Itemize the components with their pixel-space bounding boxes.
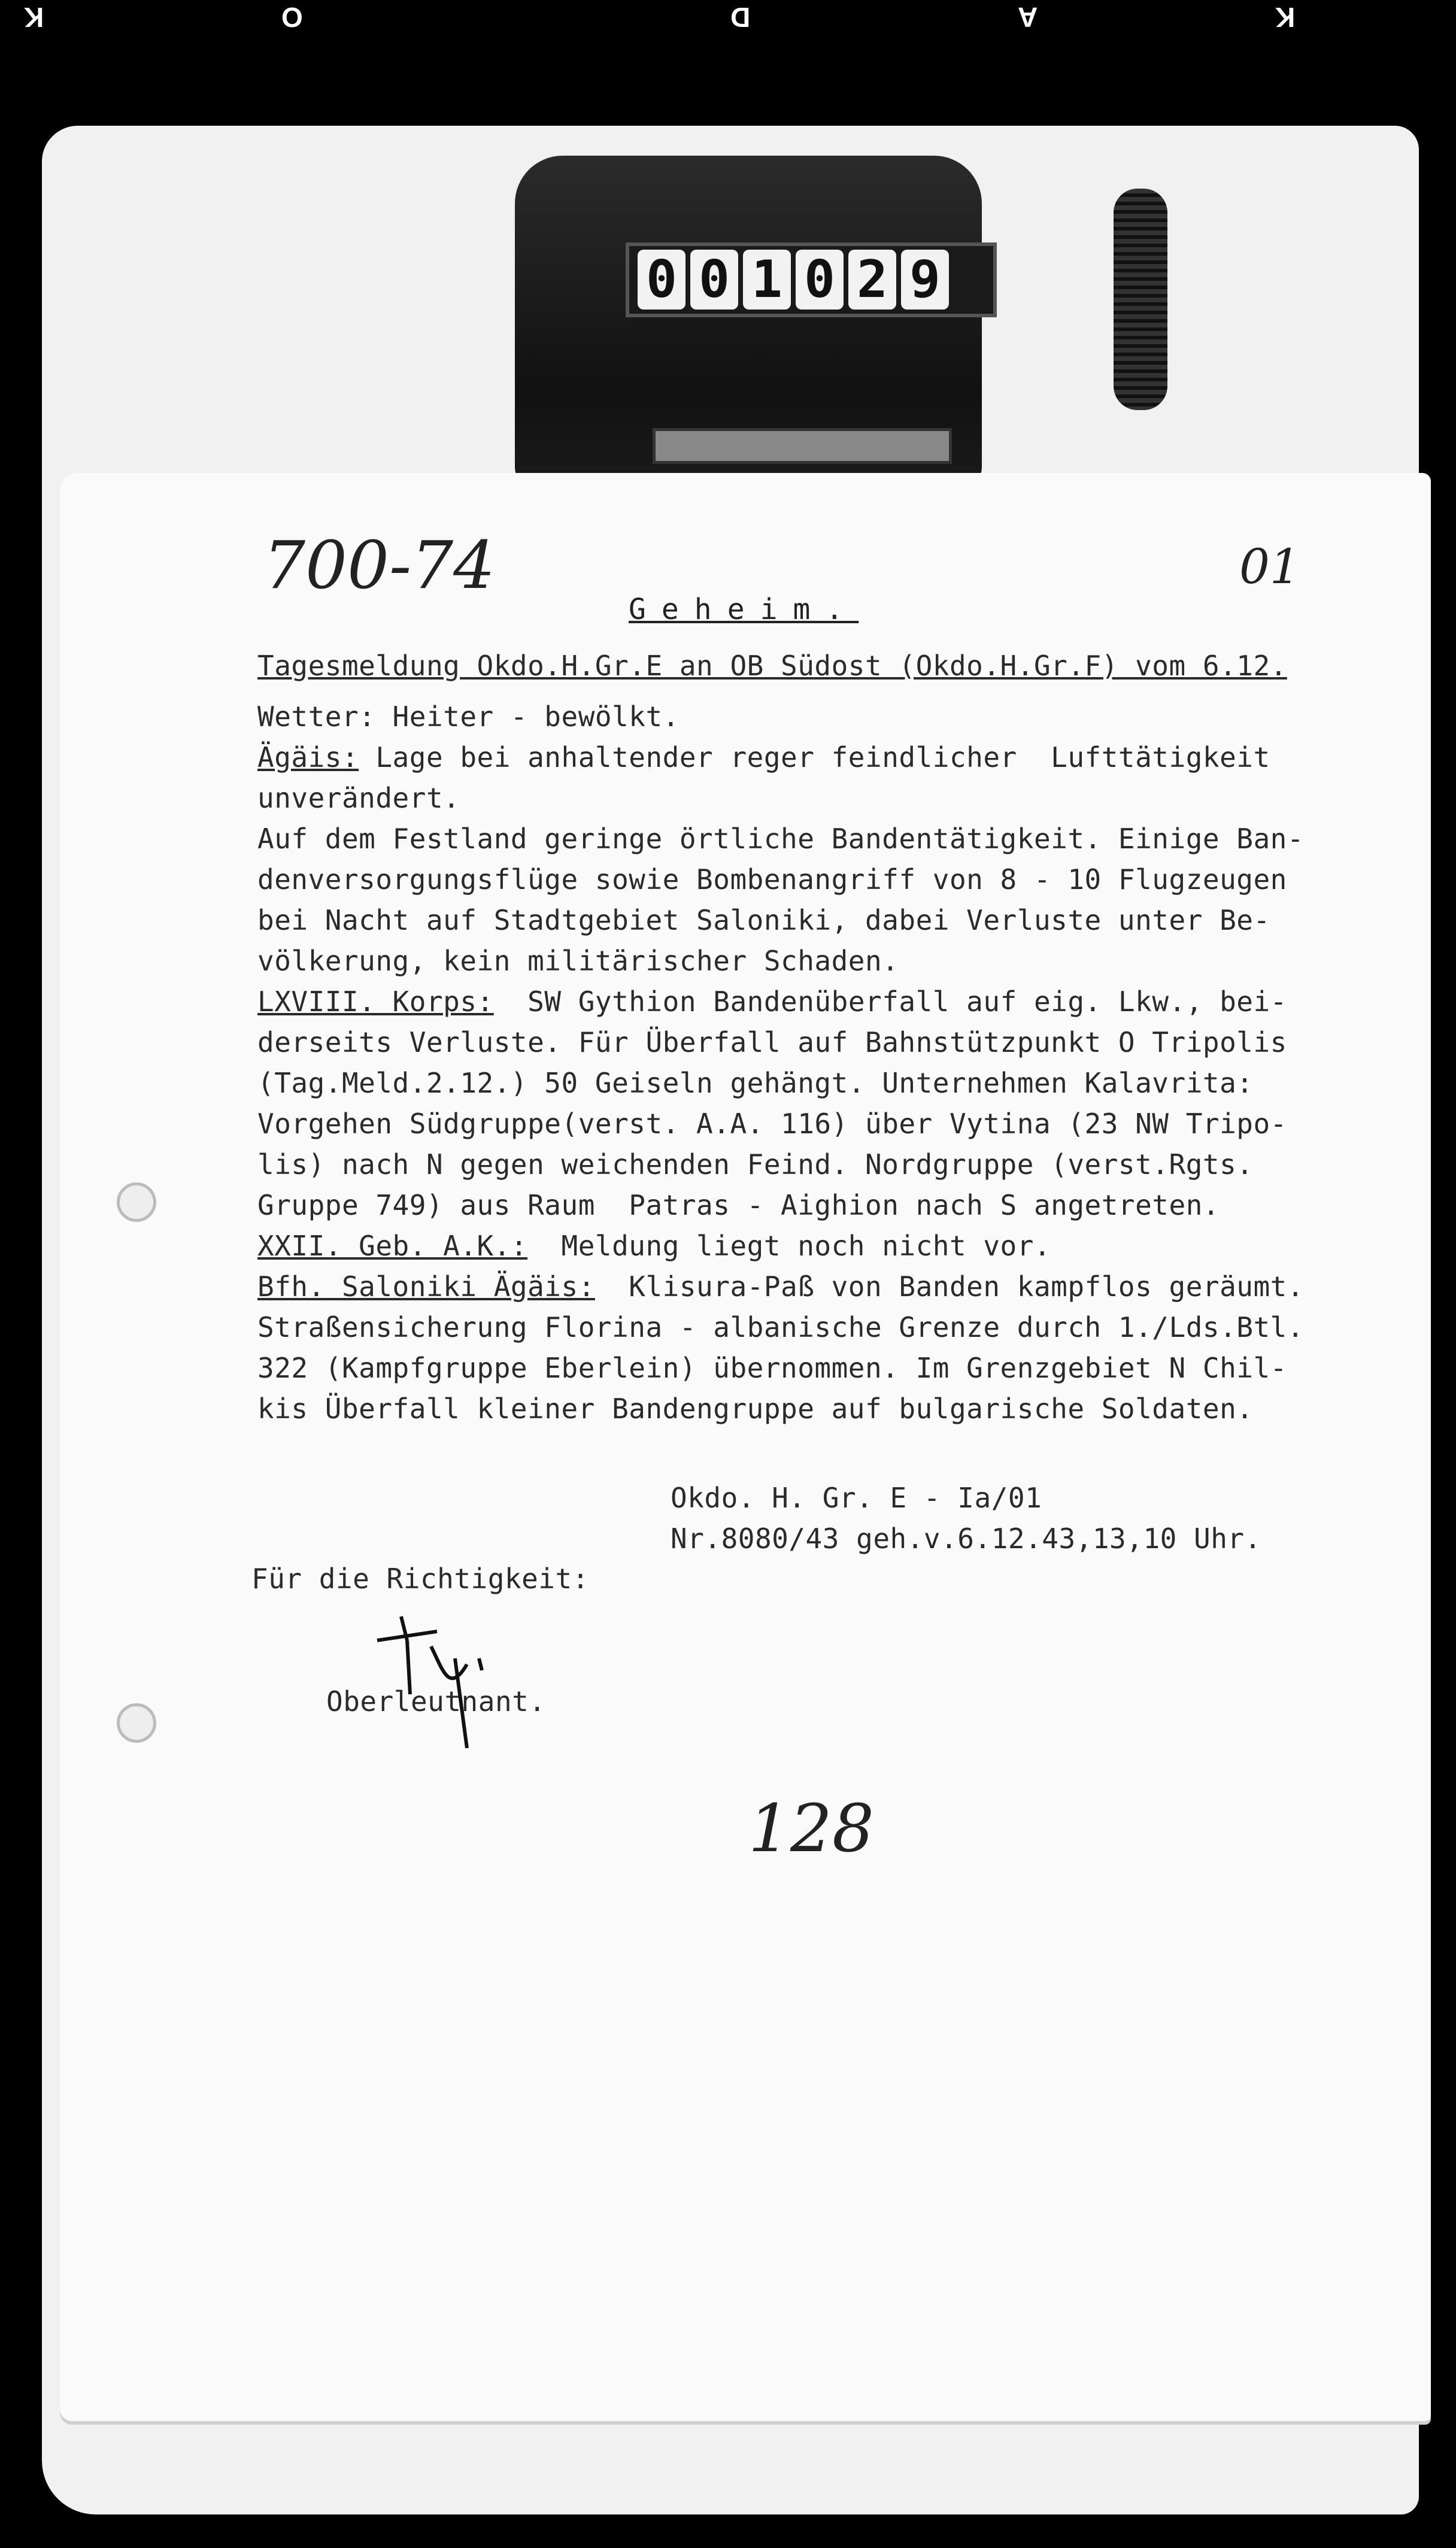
signatory-rank: Oberleutnant. [326,1685,546,1718]
body-text: 322 (Kampfgruppe Eberlein) übernommen. Im Grenzgebiet N Chil- [257,1352,1287,1384]
section-label: XXII. Geb. A.K.: [257,1230,528,1262]
body-line [257,863,1287,896]
body-line [257,782,460,814]
film-letter: A [1018,2,1038,33]
punch-hole [117,1182,156,1222]
body-line [257,1026,1287,1058]
handwritten-signature [365,1604,515,1748]
body-text: Meldung liegt noch nicht vor. [527,1230,1051,1262]
punch-hole [117,1703,156,1743]
body-text: lis) nach N gegen weichenden Feind. Nordgruppe (verst.Rgts. [257,1148,1254,1181]
film-letter: O [281,2,303,33]
body-line [257,1148,1253,1181]
film-letter: D [730,2,751,33]
film-letter: K [1275,2,1296,33]
body-line [257,823,1304,855]
body-line [257,1352,1287,1384]
body-line [257,1270,1304,1303]
counter-knob [1114,189,1167,410]
sender-office: Okdo. H. Gr. E - Ia/01 [671,1482,1042,1514]
body-line [257,700,680,733]
section-label: LXVIII. Korps: [257,985,494,1018]
body-text: Wetter: Heiter - bewölkt. [257,700,680,733]
counter-digit: 0 [690,250,738,310]
body-text: derseits Verluste. Für Überfall auf Bahnstützpunkt O Tripolis [257,1026,1287,1058]
counter-digit: 2 [848,250,896,310]
body-line [257,985,1287,1018]
section-label: Bfh. Saloniki Ägäis: [257,1270,595,1303]
body-text: (Tag.Meld.2.12.) 50 Geiseln gehängt. Unternehmen Kalavrita: [257,1067,1254,1099]
body-line [257,1108,1287,1140]
body-text: Auf dem Festland geringe örtliche Bandentätigkeit. Einige Ban- [257,823,1305,855]
body-text: SW Gythion Bandenüberfall auf eig. Lkw., bei- [493,985,1287,1018]
body-line [257,741,1270,774]
body-line [257,1189,1220,1221]
counter-digit: 1 [743,250,791,310]
body-line [257,1067,1253,1099]
body-text: Klisura-Paß von Banden kampflos geräumt. [594,1270,1305,1303]
body-text: Vorgehen Südgruppe(verst. A.A. 116) über Vytina (23 NW Tripo- [257,1108,1287,1140]
body-text: Gruppe 749) aus Raum Patras - Aighion nach S angetreten. [257,1189,1220,1221]
counter-slot [653,428,952,464]
body-text: kis Überfall kleiner Bandengruppe auf bulgarische Soldaten. [257,1393,1254,1425]
body-text: unverändert. [257,782,460,814]
counter-digit: 9 [901,250,949,310]
body-text: Straßensicherung Florina - albanische Grenze durch 1./Lds.Btl. [257,1311,1305,1343]
body-text: Lage bei anhaltender reger feindlicher Lufttätigkeit [359,741,1270,774]
film-letter: K [24,2,44,33]
counter-display [626,242,997,317]
report-subject: Tagesmeldung Okdo.H.Gr.E an OB Südost (Okdo.H.Gr.F) vom 6.12. [257,650,1287,682]
counter-digit: 0 [796,250,844,310]
body-line [257,1311,1304,1343]
film-edge-markings [0,0,1456,36]
folio-number: 128 [748,1790,874,1867]
body-line [257,1230,1051,1262]
counter-digit: 0 [638,250,685,310]
page-mark: 01 [1239,539,1300,594]
body-text: völkerung, kein militärischer Schaden. [257,945,899,977]
sender-reference: Nr.8080/43 geh.v.6.12.43,13,10 Uhr. [671,1522,1261,1555]
body-text: bei Nacht auf Stadtgebiet Saloniki, dabei Verluste unter Be- [257,904,1270,936]
body-line [257,904,1270,936]
certification-line: Für die Richtigkeit: [251,1563,589,1595]
archive-number: 700-74 [263,527,496,603]
body-text: denversorgungsflüge sowie Bombenangriff von 8 - 10 Flugzeugen [257,863,1287,896]
body-line [257,1393,1253,1425]
body-line [257,945,899,977]
section-label: Ägäis: [257,741,359,774]
classification-heading: Geheim. [629,593,859,626]
